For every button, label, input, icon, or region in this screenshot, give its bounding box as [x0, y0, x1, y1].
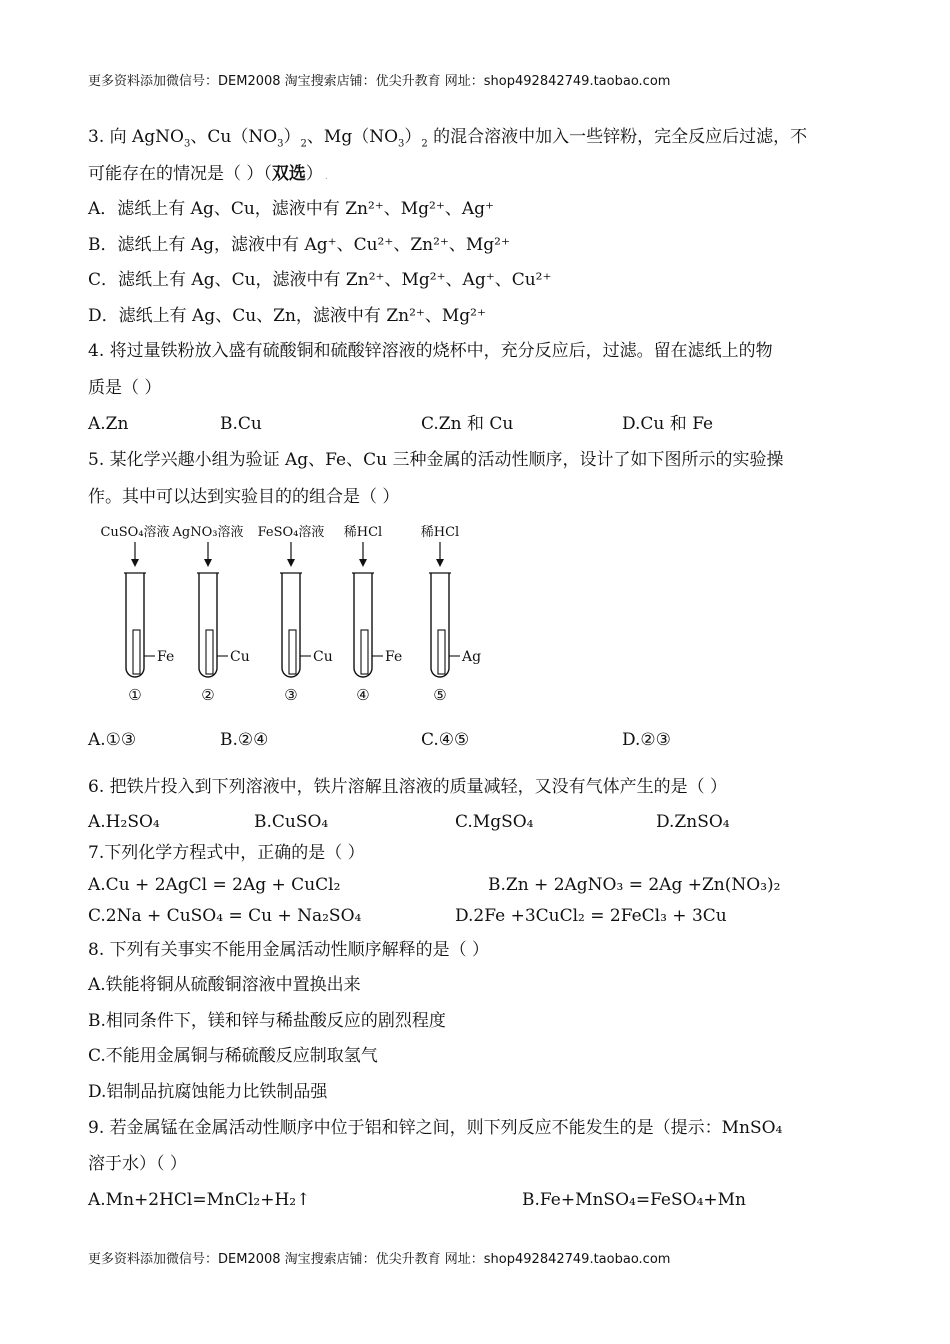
- tube-reagent-label: FeSO₄溶液: [257, 525, 325, 540]
- q4-option-c: C.Zn 和 Cu: [421, 414, 514, 434]
- tube-reagent-label: 稀HCl: [420, 525, 460, 540]
- q3-option-d: D．滤纸上有 Ag、Cu、Zn，滤液中有 Zn²⁺、Mg²⁺: [88, 306, 486, 326]
- tube-reagent-label: 稀HCl: [343, 525, 383, 540]
- metal-strip: [361, 630, 368, 674]
- q6-option-d: D.ZnSO₄: [656, 812, 730, 832]
- metal-strip: [133, 630, 140, 674]
- q3-option-a: A．滤纸上有 Ag、Cu，滤液中有 Zn²⁺、Mg²⁺、Ag⁺: [88, 199, 494, 219]
- metal-strip: [206, 630, 213, 674]
- q9-option-a: A.Mn+2HCl=MnCl₂+H₂↑: [88, 1190, 311, 1210]
- q7-option-a: A.Cu + 2AgCl = 2Ag + CuCl₂: [88, 875, 341, 895]
- q8-option-c: C.不能用金属铜与稀硫酸反应制取氢气: [88, 1046, 378, 1066]
- q5-stem-line1: 5. 某化学兴趣小组为验证 Ag、Fe、Cu 三种金属的活动性顺序，设计了如下图所示的实验操: [88, 450, 784, 470]
- q8-option-b: B.相同条件下，镁和锌与稀盐酸反应的剧烈程度: [88, 1011, 446, 1031]
- page-footer: 更多资料添加微信号：DEM2008 淘宝搜索店铺：优尖升教育 网址：shop492842749.taobao.com: [88, 1252, 671, 1267]
- q3-option-c: C．滤纸上有 Ag、Cu，滤液中有 Zn²⁺、Mg²⁺、Ag⁺、Cu²⁺: [88, 270, 552, 290]
- page-header: 更多资料添加微信号：DEM2008 淘宝搜索店铺：优尖升教育 网址：shop492842749.taobao.com: [88, 74, 671, 89]
- test-tube-figure: [88, 518, 508, 708]
- arrow-head: [359, 559, 367, 567]
- q6-option-c: C.MgSO₄: [455, 812, 534, 832]
- q7-option-b: B.Zn + 2AgNO₃ = 2Ag +Zn(NO₃)₂: [488, 875, 781, 895]
- metal-label: Fe: [385, 649, 403, 665]
- metal-label: Cu: [313, 649, 333, 665]
- q9-stem-line2: 溶于水）（ ）: [88, 1154, 187, 1174]
- q9-option-b: B.Fe+MnSO₄=FeSO₄+Mn: [522, 1190, 746, 1210]
- arrow-head: [131, 559, 139, 567]
- metal-strip: [289, 630, 296, 674]
- q6-option-a: A.H₂SO₄: [88, 812, 160, 832]
- tube-number: ①: [128, 686, 142, 704]
- metal-strip: [438, 630, 445, 674]
- q3-stem-line2: 可能存在的情况是（ ）（双选） .: [88, 164, 328, 184]
- q5-option-a: A.①③: [88, 730, 137, 750]
- metal-label: Cu: [230, 649, 250, 665]
- arrow-head: [204, 559, 212, 567]
- q7-option-d: D.2Fe +3CuCl₂ = 2FeCl₃ + 3Cu: [455, 906, 727, 926]
- tube-number: ⑤: [433, 686, 447, 704]
- q4-option-b: B.Cu: [220, 414, 262, 434]
- q4-stem-line2: 质是（ ）: [88, 378, 162, 398]
- metal-label: Ag: [462, 649, 482, 665]
- q3-stem-line1: 3. 向 AgNO$_3$、$Cu(NO_3)_2$、$Mg(NO_3)_2$ 的混合溶液中加入一些锌粉，完全反应后过滤，不: [88, 127, 808, 150]
- q8-option-d: D.铝制品抗腐蚀能力比铁制品强: [88, 1082, 328, 1102]
- arrow-head: [436, 559, 444, 567]
- q9-stem-line1: 9. 若金属锰在金属活动性顺序中位于铝和锌之间，则下列反应不能发生的是（提示：MnSO₄: [88, 1118, 783, 1138]
- q8-option-a: A.铁能将铜从硫酸铜溶液中置换出来: [88, 975, 361, 995]
- q6-stem: 6. 把铁片投入到下列溶液中，铁片溶解且溶液的质量减轻，又没有气体产生的是（ ）: [88, 777, 728, 797]
- q8-stem: 8. 下列有关事实不能用金属活动性顺序解释的是（ ）: [88, 940, 490, 960]
- q4-stem-line1: 4. 将过量铁粉放入盛有硫酸铜和硫酸锌溶液的烧杯中，充分反应后，过滤。留在滤纸上的物: [88, 341, 773, 361]
- tube-number: ②: [201, 686, 215, 704]
- tube-reagent-label: CuSO₄溶液: [100, 525, 170, 540]
- metal-label: Fe: [157, 649, 175, 665]
- q5-option-d: D.②③: [622, 730, 671, 750]
- q5-option-c: C.④⑤: [421, 730, 470, 750]
- q7-option-c: C.2Na + CuSO₄ = Cu + Na₂SO₄: [88, 906, 362, 926]
- tube-number: ③: [284, 686, 298, 704]
- tube-reagent-label: AgNO₃溶液: [172, 525, 244, 540]
- q5-option-b: B.②④: [220, 730, 269, 750]
- q7-stem: 7.下列化学方程式中，正确的是（ ）: [88, 843, 365, 863]
- q4-option-d: D.Cu 和 Fe: [622, 414, 714, 434]
- arrow-head: [287, 559, 295, 567]
- q3-option-b: B．滤纸上有 Ag，滤液中有 Ag⁺、Cu²⁺、Zn²⁺、Mg²⁺: [88, 235, 510, 255]
- tube-number: ④: [356, 686, 370, 704]
- q5-stem-line2: 作。其中可以达到实验目的的组合是（ ）: [88, 487, 400, 507]
- q6-option-b: B.CuSO₄: [254, 812, 329, 832]
- q4-option-a: A.Zn: [88, 414, 129, 434]
